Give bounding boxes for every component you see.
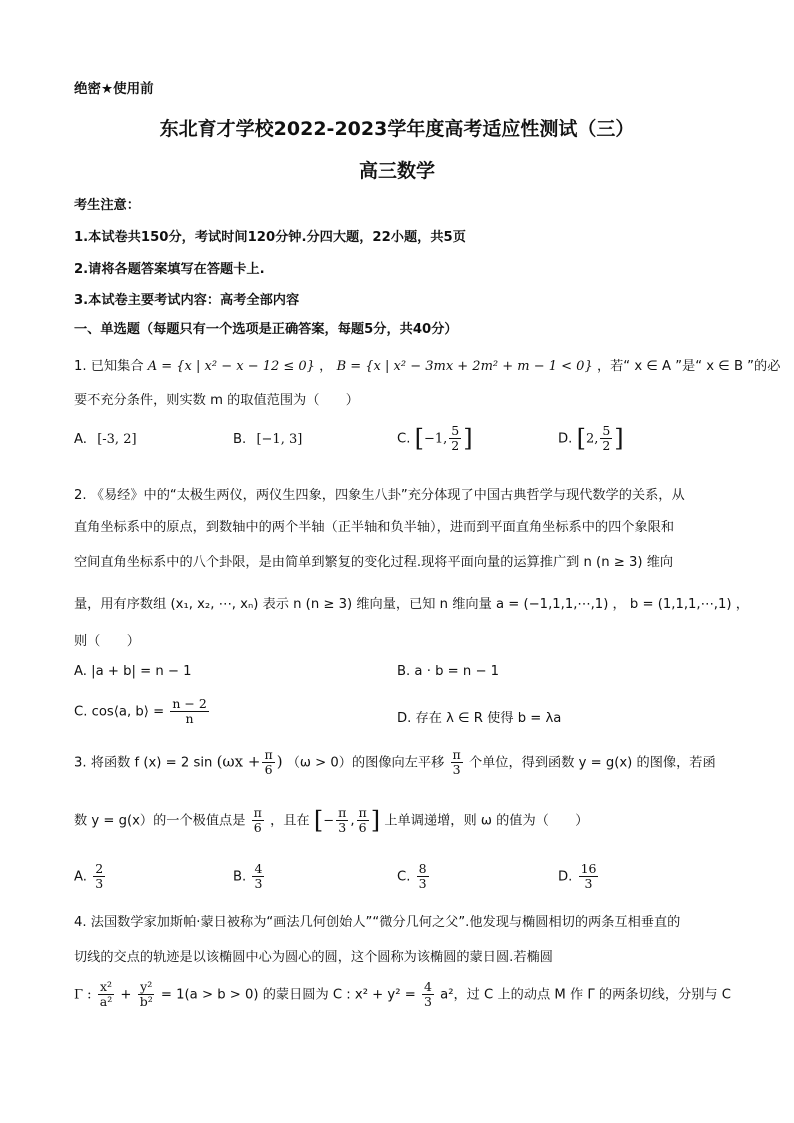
- q1-set-a: A = {x | x² − x − 12 ≤ 0}: [147, 359, 315, 374]
- q3-option-b: B. $\frac{4}{3}$: [233, 861, 263, 891]
- q1-number: 1. 已知集合: [74, 359, 144, 374]
- exam-title: 东北育才学校2022-2023学年度高考适应性测试（三）: [159, 118, 635, 140]
- section-heading: 一、单选题（每题只有一个选项是正确答案，每题5分，共40分）: [74, 322, 458, 337]
- q2-option-b: B. a · b = n − 1: [397, 664, 500, 679]
- q4-line2: 切线的交点的轨迹是以该椭圆中心为圆心的圆，这个圆称为该椭圆的蒙日圆.若椭圆: [74, 950, 553, 965]
- q1-condition: ，若“ x ∈ A ”是“ x ∈ B ”的必: [596, 359, 781, 374]
- q1-option-d: D. [2, $\frac{5}{2}$ ]: [558, 423, 624, 453]
- q1-option-a: A. [-3, 2]: [74, 432, 137, 447]
- q2-line5: 则（ ）: [74, 634, 140, 649]
- q3-option-d: D. $\frac{16}{3}$: [558, 861, 597, 891]
- q3-option-a: A. $\frac{2}{3}$: [74, 861, 104, 891]
- note-item: 2.请将各题答案填写在答题卡上.: [74, 262, 265, 277]
- q2-option-c: C. cos⟨a, b⟩ = $\frac{n - 2}{n}$: [74, 696, 207, 726]
- q2-line4: 量，用有序数组 (x₁, x₂, ⋯, xₙ) 表示 n (n ≥ 3) 维向量，已知 n 维向量 a = (−1,1,1,⋯,1) ， b = (1,1,1,⋯,1) ，: [74, 597, 749, 612]
- q1-line2: 要不充分条件，则实数 m 的取值范围为（ ）: [74, 393, 359, 408]
- q2-line2: 直角坐标系中的原点，到数轴中的两个半轴（正半轴和负半轴），进而到平面直角坐标系中的四个象限和: [74, 520, 675, 535]
- q2-option-a: A. |a + b| = n − 1: [74, 664, 192, 679]
- q4-line1: 4. 法国数学家加斯帕·蒙日被称为“画法几何创始人”“微分几何之父”.他发现与椭圆相切的两条互相垂直的: [74, 915, 681, 930]
- note-item: 3.本试卷主要考试内容：高考全部内容: [74, 293, 300, 308]
- q2-line1: 2. 《易经》中的“太极生两仪，两仪生四象，四象生八卦”充分体现了中国古典哲学与现代数学的关系，从: [74, 488, 685, 503]
- notes-heading: 考生注意：: [74, 198, 140, 213]
- q4-line3: Γ : $\frac{\text{x²}}{\text{a²}}$ + $\frac{\text{y²}}{\text{b²}}$ = 1(a > b > 0) 的蒙日圆为 C : x² + y² = $\frac{4}{3}$ a²，过 C 上的动点 M 作 Γ 的两条切线，分别与 C: [74, 979, 731, 1009]
- exam-subtitle: 高三数学: [358, 160, 435, 182]
- q3-line1: 3. 将函数 f (x) = 2 sin (ωx + $\frac{\pi}{6}$ ) （ω > 0）的图像向左平移 $\frac{\pi}{3}$ 个单位，得到函数 y = g(x) 的图像，若函: [74, 747, 716, 777]
- q3-line2: 数 y = g(x）的一个极值点是 $\frac{\pi}{6}$ ，且在 [− $\frac{\pi}{3}$ , $\frac{\pi}{6}$ ] 上单调递增，则 ω 的值为（ ）: [74, 805, 589, 835]
- q1-set-b: B = {x | x² − 3mx + 2m² + m − 1 < 0}: [336, 359, 593, 374]
- secret-label: 绝密★使用前: [74, 81, 154, 97]
- q2-option-d: D. 存在 λ ∈ R 使得 b = λa: [397, 711, 562, 726]
- note-item: 1.本试卷共150分，考试时间120分钟.分四大题，22小题，共5页: [74, 230, 466, 245]
- q2-line3: 空间直角坐标系中的八个卦限，是由简单到繁复的变化过程.现将平面向量的运算推广到 n (n ≥ 3) 维向: [74, 555, 674, 570]
- question-1: 1. 已知集合 A = {x | x² − x − 12 ≤ 0} ， B = {x | x² − 3mx + 2m² + m − 1 < 0} ，若“ x ∈ A ”是“ x ∈ B ”的必: [74, 359, 781, 374]
- q1-option-c: C. [−1, $\frac{5}{2}$ ]: [397, 423, 473, 453]
- q1-option-b: B. [−1, 3]: [233, 432, 303, 447]
- q3-option-c: C. $\frac{8}{3}$: [397, 861, 427, 891]
